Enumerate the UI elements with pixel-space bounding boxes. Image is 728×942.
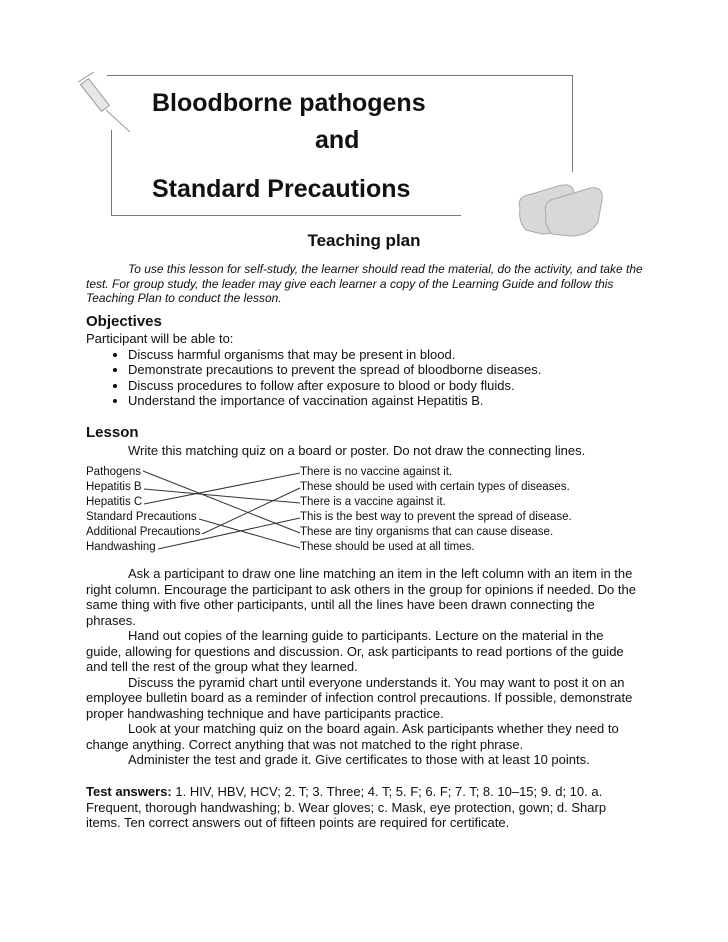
- objectives-lead: Participant will be able to:: [86, 331, 234, 346]
- lesson-heading: Lesson: [86, 424, 139, 441]
- match-line: [158, 518, 300, 549]
- title-line-3: Standard Precautions: [152, 175, 411, 203]
- header-box-right: [572, 75, 573, 172]
- right-phrase: There is a vaccine against it.: [300, 496, 446, 508]
- teaching-plan-heading: Teaching plan: [307, 231, 421, 250]
- match-line: [143, 471, 300, 533]
- syringe-icon: [76, 72, 136, 134]
- right-phrase: This is the best way to prevent the spread of disease.: [300, 511, 572, 523]
- header-box-left: [111, 130, 112, 216]
- intro-paragraph: [86, 262, 646, 306]
- lesson-paragraph: Administer the test and grade it. Give certificates to those with at least 10 points.: [128, 752, 590, 767]
- objective-item: • Discuss procedures to follow after exposure to blood or body fluids.: [128, 378, 646, 394]
- right-phrase: There is no vaccine against it.: [300, 466, 453, 478]
- match-line: [144, 489, 300, 503]
- left-term: Additional Precautions: [86, 526, 201, 538]
- test-answers-label: Test answers:: [86, 784, 172, 799]
- title-line-1: Bloodborne pathogens: [152, 89, 426, 117]
- gloves-icon: [512, 178, 612, 238]
- right-phrase: These are tiny organisms that can cause disease.: [300, 526, 554, 538]
- objectives-list: [86, 347, 646, 409]
- matching-lines: [86, 465, 646, 560]
- objectives-section: [86, 331, 646, 409]
- lesson-paragraph: Look at your matching quiz on the board again. Ask participants whether they need to change anything. Correct anything that was not matched to the right phrase.: [86, 721, 619, 752]
- objective-item: • Demonstrate precautions to prevent the spread of bloodborne diseases.: [128, 362, 646, 378]
- left-term: Hepatitis C: [86, 496, 143, 508]
- intro-text: To use this lesson for self-study, the learner should read the material, do the activity, and take the test. For group study, the leader may give each learner a copy of the Learning Guide and follow this Teaching Plan to conduct the lesson.: [86, 262, 643, 305]
- lesson-paragraphs: [86, 566, 642, 768]
- title-line-2: and: [315, 126, 360, 154]
- header-box-top: [107, 75, 573, 76]
- lesson-paragraph: Ask a participant to draw one line matching an item in the left column with an item in the right column. Encourage the participant to ask others in the group for opinions if needed. Do the same thing with five other participants, until all the lines have been drawn connecting the phrases.: [86, 566, 636, 628]
- test-answers-text: 1. HIV, HBV, HCV; 2. T; 3. Three; 4. T; 5. F; 6. F; 7. T; 8. 10–15; 9. d; 10. a. Frequent, thorough handwashing; b. Wear gloves; c. Mask, eye protection, gown; d. Sharp items. Ten correct answers out of fifteen points are required for certificate.: [86, 784, 607, 830]
- left-term: Hepatitis B: [86, 481, 142, 493]
- left-term: Standard Precautions: [86, 511, 197, 523]
- objectives-heading: Objectives: [86, 313, 162, 330]
- objective-item: • Understand the importance of vaccination against Hepatitis B.: [128, 393, 646, 409]
- match-line: [199, 519, 300, 548]
- matching-quiz: [86, 465, 646, 560]
- left-term: Pathogens: [86, 466, 141, 478]
- lesson-paragraph: Discuss the pyramid chart until everyone understands it. You may want to post it on an employee bulletin board as a reminder of infection control precautions. If possible, demonstrate proper handwashing technique and have participants practice.: [86, 674, 633, 721]
- lesson-paragraph: Hand out copies of the learning guide to participants. Lecture on the material in the guide, allowing for questions and discussion. Or, ask participants to read portions of the guide and tell the rest of the group what they learned.: [86, 628, 624, 674]
- lesson-instruction: Write this matching quiz on a board or poster. Do not draw the connecting lines.: [128, 443, 586, 458]
- right-phrase: These should be used with certain types of diseases.: [300, 481, 570, 493]
- right-phrase: These should be used at all times.: [300, 541, 475, 553]
- header-box-bottom: [111, 215, 461, 216]
- left-term: Handwashing: [86, 541, 156, 553]
- test-answers: [86, 784, 642, 831]
- objective-item: • Discuss harmful organisms that may be present in blood.: [128, 347, 646, 363]
